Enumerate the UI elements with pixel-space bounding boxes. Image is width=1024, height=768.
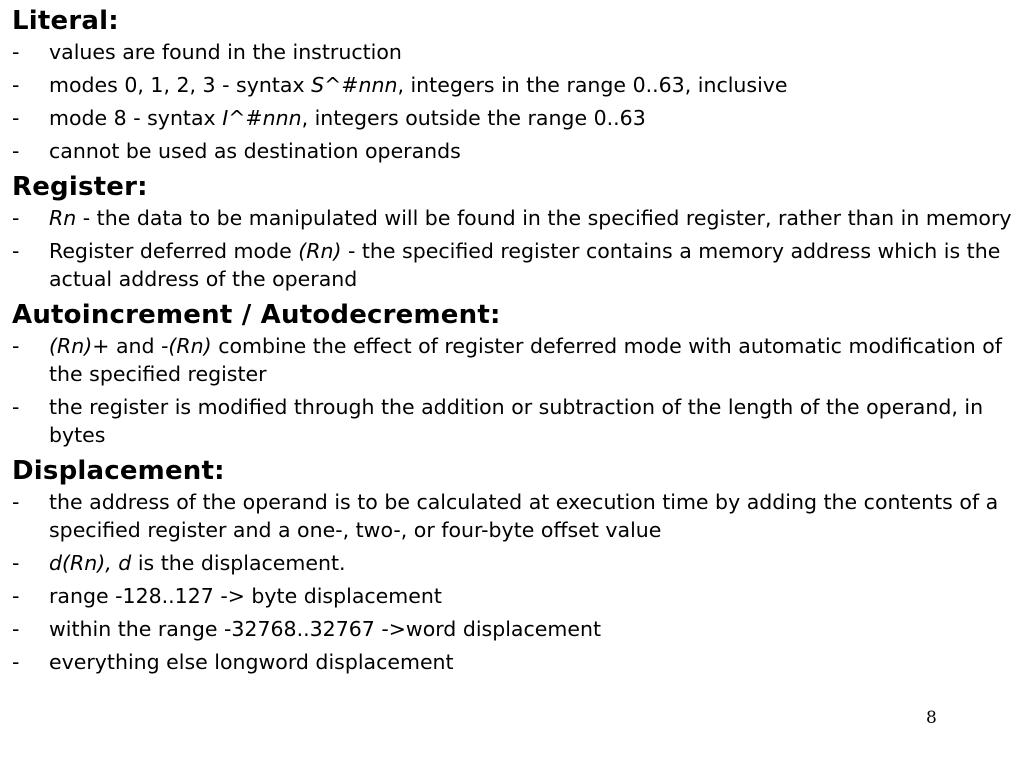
bullet-text: combine the effect of register deferred mode with automatic modification of the specified register	[49, 334, 1002, 386]
bullet-text: Register deferred mode	[49, 239, 299, 263]
bullet-item	[12, 237, 1017, 293]
bullet-text: cannot be used as destination operands	[49, 139, 461, 163]
bullet-item	[12, 137, 1017, 165]
bullet-text: is the displacement.	[131, 551, 346, 575]
bullet-item	[12, 393, 1017, 449]
bullet-item	[12, 488, 1017, 544]
slide-content	[12, 4, 1017, 681]
bullet-item	[12, 549, 1017, 577]
section-heading: Register:	[12, 172, 148, 202]
bullet-item	[12, 204, 1017, 232]
section-heading: Autoincrement / Autodecrement:	[12, 300, 501, 330]
bullet-text: values are found in the instruction	[49, 40, 402, 64]
bullet-item	[12, 38, 1017, 66]
bullet-text: , integers in the range 0..63, inclusive	[397, 73, 788, 97]
bullet-item	[12, 582, 1017, 610]
section-literal	[12, 4, 1017, 165]
italic-text: (Rn)	[298, 239, 342, 263]
bullet-item	[12, 71, 1017, 99]
italic-text: S^#nnn	[311, 73, 398, 97]
page-number: 8	[926, 708, 937, 728]
bullet-text: , integers outside the range 0..63	[301, 106, 646, 130]
bullet-list	[12, 204, 1017, 293]
italic-text: I^#nnn	[222, 106, 302, 130]
bullet-list	[12, 332, 1017, 449]
bullet-text: modes 0, 1, 2, 3 - syntax	[49, 73, 312, 97]
italic-text: (Rn)+	[49, 334, 110, 358]
section-heading: Literal:	[12, 6, 119, 36]
bullet-item	[12, 615, 1017, 643]
bullet-text: range -128..127 -> byte displacement	[49, 584, 442, 608]
italic-text: d(Rn), d	[49, 551, 132, 575]
bullet-list	[12, 488, 1017, 676]
italic-text: Rn	[49, 206, 77, 230]
bullet-list	[12, 38, 1017, 165]
bullet-text: the register is modified through the addition or subtraction of the length of the operand, in bytes	[49, 395, 984, 447]
bullet-text: everything else longword displacement	[49, 650, 454, 674]
bullet-item	[12, 648, 1017, 676]
bullet-text: - the data to be manipulated will be found in the specified register, rather than in memory	[76, 206, 1012, 230]
bullet-item	[12, 332, 1017, 388]
bullet-text: mode 8 - syntax	[49, 106, 223, 130]
bullet-text: and	[109, 334, 162, 358]
italic-text: -(Rn)	[161, 334, 212, 358]
section-heading: Displacement:	[12, 456, 225, 486]
bullet-text: within the range -32768..32767 ->word displacement	[49, 617, 601, 641]
bullet-text: - the specified register contains a memory address which is the actual address of the operand	[49, 239, 1001, 291]
section-register	[12, 170, 1017, 293]
section-autoincrement	[12, 298, 1017, 449]
bullet-text: the address of the operand is to be calculated at execution time by adding the contents of a specified register and a one-, two-, or four-byte offset value	[49, 490, 999, 542]
bullet-item	[12, 104, 1017, 132]
section-displacement	[12, 454, 1017, 676]
